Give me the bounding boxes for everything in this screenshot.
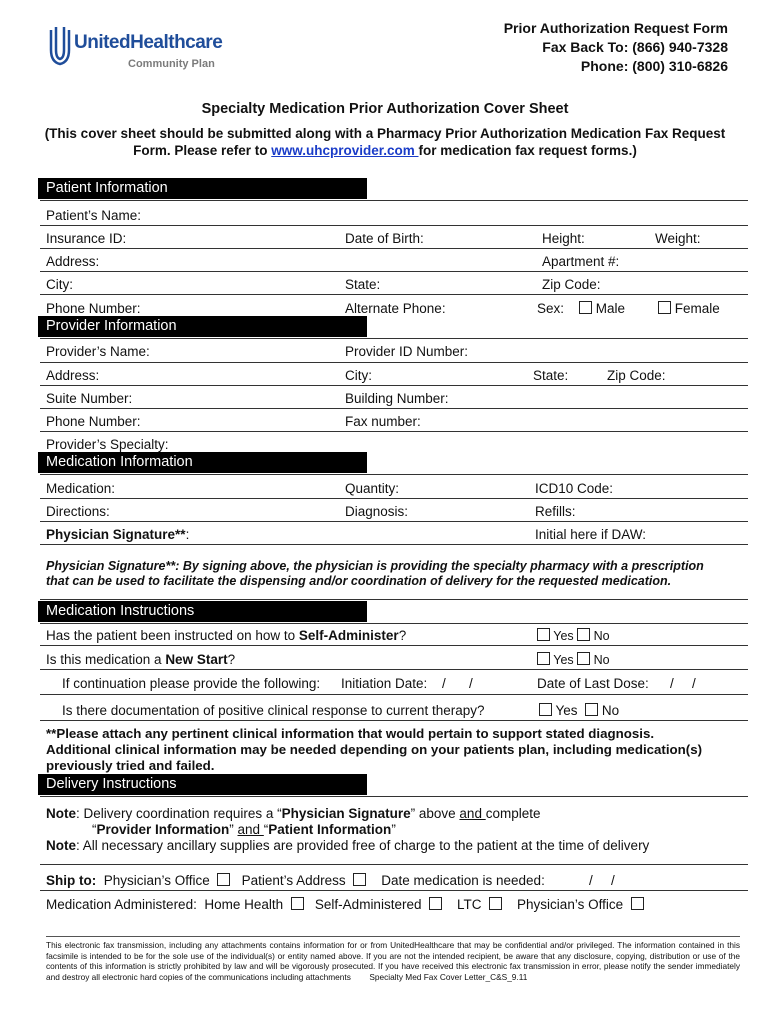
rule bbox=[40, 645, 748, 646]
q1-end: ? bbox=[398, 628, 407, 643]
specialty-label: Provider’s Specialty: bbox=[46, 437, 169, 452]
note1-text: : Delivery coordination requires a “ bbox=[76, 806, 282, 821]
rule bbox=[40, 864, 748, 865]
subtitle-text-b: for medication fax request forms.) bbox=[418, 143, 637, 158]
rule bbox=[40, 431, 748, 432]
diagnosis-label: Diagnosis: bbox=[345, 504, 409, 519]
insurance-id-label: Insurance ID: bbox=[46, 231, 127, 246]
ltc-label: LTC bbox=[457, 897, 482, 912]
sex-label: Sex: bbox=[537, 301, 565, 316]
note3-text: : All necessary ancillary supplies are provided free of charge to the patient at the time of delivery bbox=[76, 838, 650, 853]
weight-label: Weight: bbox=[655, 231, 701, 246]
signature-note-1: Physician Signature**: By signing above, the physician is providing the specialty pharmacy with a prescription bbox=[46, 559, 704, 573]
q1-answers bbox=[537, 628, 610, 643]
rule bbox=[40, 385, 748, 386]
admin-physician-office-label: Physician’s Office bbox=[517, 897, 624, 912]
admin-physician-office-checkbox[interactable] bbox=[631, 897, 644, 910]
dob-label: Date of Birth: bbox=[345, 231, 424, 246]
self-administered-checkbox[interactable] bbox=[429, 897, 442, 910]
sex-female-option[interactable] bbox=[658, 301, 720, 316]
subtitle-line-2 bbox=[0, 143, 770, 158]
header-form-title: Prior Authorization Request Form bbox=[503, 20, 728, 36]
q4-no-checkbox[interactable] bbox=[585, 703, 598, 716]
medication-section-heading: Medication Information bbox=[38, 452, 367, 473]
rule bbox=[40, 362, 748, 363]
q2-yes-label: Yes bbox=[553, 653, 574, 667]
form-code: Specialty Med Fax Cover Letter_C&S_9.11 bbox=[369, 971, 528, 982]
rule bbox=[40, 248, 748, 249]
self-administered-label: Self-Administered bbox=[314, 897, 422, 912]
last-dose-label: Date of Last Dose: bbox=[537, 676, 649, 691]
signature-label bbox=[46, 527, 189, 542]
ship-patient-address-label: Patient’s Address bbox=[241, 873, 346, 888]
page-title: Specialty Medication Prior Authorization Cover Sheet bbox=[201, 101, 569, 117]
patient-section-heading: Patient Information bbox=[38, 178, 367, 199]
provider-state-label: State: bbox=[533, 368, 569, 383]
rule bbox=[40, 544, 748, 545]
date-needed-slash-2: / bbox=[611, 873, 615, 888]
date-needed-slash-1: / bbox=[589, 873, 593, 888]
building-label: Building Number: bbox=[345, 391, 449, 406]
ltc-checkbox[interactable] bbox=[489, 897, 502, 910]
icd10-label: ICD10 Code: bbox=[535, 481, 614, 496]
rule bbox=[40, 200, 748, 201]
apartment-label: Apartment #: bbox=[542, 254, 620, 269]
q2-no-label: No bbox=[593, 653, 610, 667]
directions-label: Directions: bbox=[46, 504, 110, 519]
date-needed-label: Date medication is needed: bbox=[381, 873, 545, 888]
male-checkbox[interactable] bbox=[579, 301, 592, 314]
note1-and: and bbox=[459, 806, 486, 821]
rule bbox=[40, 720, 748, 721]
height-label: Height: bbox=[542, 231, 585, 246]
male-label: Male bbox=[595, 301, 626, 316]
header-phone: Phone: (800) 310-6826 bbox=[580, 58, 728, 74]
patient-address-label: Address: bbox=[46, 254, 100, 269]
rule bbox=[40, 338, 748, 339]
q1-yes-label: Yes bbox=[553, 629, 574, 643]
provider-zip-label: Zip Code: bbox=[607, 368, 666, 383]
home-health-label: Home Health bbox=[204, 897, 284, 912]
subtitle-text-a: Form. Please refer to bbox=[133, 143, 272, 158]
provider-city-label: City: bbox=[345, 368, 372, 383]
daw-label: Initial here if DAW: bbox=[535, 527, 647, 542]
alt-phone-label: Alternate Phone: bbox=[345, 301, 446, 316]
delivery-note-2 bbox=[92, 822, 396, 837]
note2-q2: “ bbox=[263, 822, 269, 837]
q2-no-checkbox[interactable] bbox=[577, 652, 590, 665]
note1-end: complete bbox=[485, 806, 541, 821]
q1-yes-checkbox[interactable] bbox=[537, 628, 550, 641]
female-label: Female bbox=[674, 301, 720, 316]
instructions-section-heading: Medication Instructions bbox=[38, 601, 367, 622]
q2-answers bbox=[537, 652, 610, 667]
last-dose-slash-2: / bbox=[692, 676, 696, 691]
q4-no-label: No bbox=[601, 703, 620, 718]
patient-city-label: City: bbox=[46, 277, 73, 292]
attach-note-3: previously tried and failed. bbox=[46, 758, 215, 773]
rule bbox=[40, 294, 748, 295]
delivery-section-heading: Delivery Instructions bbox=[38, 774, 367, 795]
signature-label-text: Physician Signature** bbox=[46, 527, 186, 542]
patient-state-label: State: bbox=[345, 277, 381, 292]
uhcprovider-link[interactable]: www.uhcprovider.com bbox=[271, 143, 419, 158]
sex-male-option[interactable] bbox=[579, 301, 625, 316]
q2-end: ? bbox=[227, 652, 236, 667]
attach-note-1: **Please attach any pertinent clinical information that would pertain to support stated diagnosis. bbox=[46, 726, 655, 741]
logo bbox=[48, 26, 238, 76]
signature-note-2: that can be used to facilitate the dispensing and/or coordination of delivery for the requested medication. bbox=[46, 574, 672, 588]
note2-and: and bbox=[237, 822, 264, 837]
rule bbox=[40, 796, 748, 797]
q2-bold: New Start bbox=[165, 652, 228, 667]
q1-bold: Self-Administer bbox=[298, 628, 399, 643]
rule bbox=[40, 669, 748, 670]
medication-label: Medication: bbox=[46, 481, 116, 496]
footer-disclaimer bbox=[46, 940, 740, 982]
ship-to-label: Ship to: bbox=[46, 873, 97, 888]
rule bbox=[40, 408, 748, 409]
note2-end: ” bbox=[391, 822, 396, 837]
rule bbox=[40, 225, 748, 226]
q4-yes-checkbox[interactable] bbox=[539, 703, 552, 716]
ship-physician-office-checkbox[interactable] bbox=[217, 873, 230, 886]
note-label: Note bbox=[46, 806, 76, 821]
administered-row bbox=[46, 897, 644, 912]
rule bbox=[40, 890, 748, 891]
provider-fax-label: Fax number: bbox=[345, 414, 421, 429]
provider-section-heading: Provider Information bbox=[38, 316, 367, 337]
subtitle-line-1: (This cover sheet should be submitted along with a Pharmacy Prior Authorization Medication Fax Request bbox=[44, 126, 726, 141]
continuation-question: If continuation please provide the following: bbox=[62, 676, 321, 691]
rule bbox=[40, 474, 748, 475]
note1-bold: Physician Signature bbox=[281, 806, 411, 821]
q1-text: Has the patient been instructed on how to bbox=[46, 628, 299, 643]
provider-address-label: Address: bbox=[46, 368, 100, 383]
rule bbox=[40, 599, 748, 600]
note2-bold2: Patient Information bbox=[268, 822, 392, 837]
signature-colon: : bbox=[185, 527, 190, 542]
ship-physician-office-label: Physician’s Office bbox=[103, 873, 210, 888]
note-label-2: Note bbox=[46, 838, 76, 853]
ship-patient-address-checkbox[interactable] bbox=[353, 873, 366, 886]
q2-yes-checkbox[interactable] bbox=[537, 652, 550, 665]
female-checkbox[interactable] bbox=[658, 301, 671, 314]
self-administer-question bbox=[46, 628, 406, 643]
header-fax: Fax Back To: (866) 940-7328 bbox=[542, 39, 728, 55]
clinical-response-question: Is there documentation of positive clinical response to current therapy? bbox=[62, 703, 485, 718]
q1-no-label: No bbox=[593, 629, 610, 643]
home-health-checkbox[interactable] bbox=[291, 897, 304, 910]
note2-q1: “ bbox=[92, 822, 97, 837]
note2-bold1: Provider Information bbox=[96, 822, 230, 837]
initiation-slash-1: / bbox=[442, 676, 446, 691]
note2-mid: ” bbox=[229, 822, 238, 837]
q2-text: Is this medication a bbox=[46, 652, 166, 667]
delivery-note-3 bbox=[46, 838, 649, 853]
patient-phone-label: Phone Number: bbox=[46, 301, 141, 316]
footer-rule bbox=[46, 936, 740, 937]
attach-note-2: Additional clinical information may be needed depending on your patients plan, including medication(s) bbox=[46, 742, 703, 757]
last-dose-slash-1: / bbox=[670, 676, 674, 691]
delivery-note-1 bbox=[46, 806, 540, 821]
logo-brand: UnitedHealthcare bbox=[74, 32, 223, 53]
q4-answers bbox=[539, 703, 619, 718]
q4-yes-label: Yes bbox=[555, 703, 578, 718]
logo-sub: Community Plan bbox=[128, 58, 215, 70]
quantity-label: Quantity: bbox=[345, 481, 400, 496]
new-start-question bbox=[46, 652, 235, 667]
patient-zip-label: Zip Code: bbox=[542, 277, 601, 292]
initiation-slash-2: / bbox=[469, 676, 473, 691]
ship-to-row bbox=[46, 873, 545, 888]
provider-name-label: Provider’s Name: bbox=[46, 344, 150, 359]
patient-name-label: Patient’s Name: bbox=[46, 208, 142, 223]
refills-label: Refills: bbox=[535, 504, 576, 519]
rule bbox=[40, 498, 748, 499]
q1-no-checkbox[interactable] bbox=[577, 628, 590, 641]
provider-id-label: Provider ID Number: bbox=[345, 344, 469, 359]
provider-phone-label: Phone Number: bbox=[46, 414, 141, 429]
note1-mid: ” above bbox=[410, 806, 460, 821]
disclaimer-text: This electronic fax transmission, including any attachments contains information for or from UnitedHealthcare that may be confidential and/or privileged. The information contained in this facsimile is intended to be for the sole use of the individual(s) or entity named above. If you are not the intended recipient, be aware that any disclosure, copying, distribution or use of the contents of this information is strictly prohibited by law and will be vigorously prosecuted. If you have received this electronic fax transmission in error, please notify the sender immediately and destroy all electronic hard copies of the communications including attachments bbox=[46, 940, 740, 982]
initiation-date-label: Initiation Date: bbox=[341, 676, 428, 691]
rule bbox=[40, 694, 748, 695]
rule bbox=[40, 271, 748, 272]
rule bbox=[40, 521, 748, 522]
uhc-logo-mark-icon bbox=[48, 26, 72, 66]
suite-label: Suite Number: bbox=[46, 391, 133, 406]
administered-label: Medication Administered: bbox=[46, 897, 197, 912]
rule bbox=[40, 623, 748, 624]
